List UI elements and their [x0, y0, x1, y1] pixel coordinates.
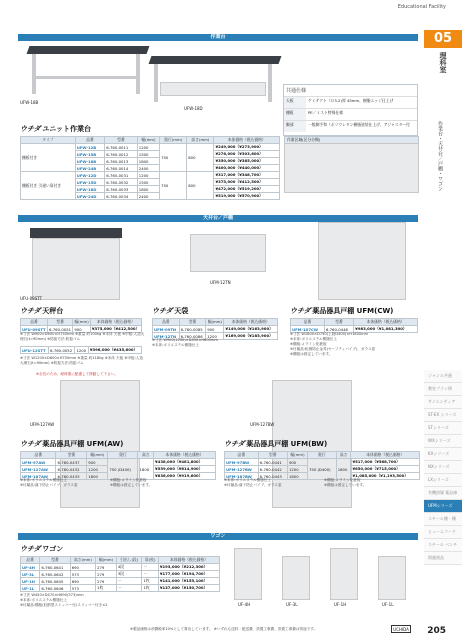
price: ¥836,000（¥919,600）: [154, 473, 216, 480]
code: 6-760-0432: [56, 466, 87, 473]
code: 6-760-0437: [56, 459, 87, 466]
balance-note: ※寸法 W900×D600×H750mm ※重量 約100kg ※本体 天板 ※甲板:人造大理石(t=90mm) ※防振方法:防振ゴム: [20, 332, 145, 341]
side-menu-item[interactable]: UFMシリーズ: [424, 500, 462, 513]
col-header: 扉(枚): [142, 557, 158, 564]
side-menu-item[interactable]: サイエンティア: [424, 396, 462, 409]
model: UFW-12D: [75, 172, 104, 179]
type-cell: 棚板付き 引違い扉付き: [21, 172, 76, 200]
price: ¥317,000（¥348,700）: [214, 172, 280, 179]
wagon-4h-image: [234, 548, 262, 600]
work-table-image-18d: [150, 56, 280, 104]
table-row: [21, 564, 220, 571]
side-menu-item[interactable]: NXシリーズ: [424, 461, 462, 474]
width: 900: [73, 326, 90, 333]
side-menu-item[interactable]: スチール ベンチ: [424, 539, 462, 552]
bw-note: ※棚板は固定しています。: [324, 483, 367, 487]
image-label: UFM-127AW: [30, 422, 55, 427]
company-logo: UCHIDA: [391, 625, 411, 633]
price: ¥559,000（¥614,900）: [154, 466, 216, 473]
col-header: 高さ: [336, 452, 351, 459]
table-row: [21, 144, 280, 151]
h-cell: 573: [70, 585, 95, 592]
side-index: [424, 30, 462, 590]
product-title: 薬品器具戸棚 UFM(AW): [42, 440, 124, 448]
aw-heading: [20, 439, 123, 449]
price: ¥400,000（¥440,000）: [214, 165, 280, 172]
brand-logo: ウチダ: [20, 125, 41, 133]
aw-note: ※棚板:メラミン化粧板: [110, 478, 147, 482]
h-cell: 573: [70, 571, 95, 578]
aw-notes: [20, 478, 78, 488]
aw-note: ※本体:ポリエステル樹脂仕上: [20, 478, 68, 482]
side-menu-item[interactable]: スチール棚・棚: [424, 513, 462, 526]
side-menu-item[interactable]: 関連商品: [424, 552, 462, 565]
spec-value: ケミテクト（ロ3.2)厚 45mm、樹脂エッジ仕上げ: [308, 98, 394, 103]
balance-warning: ※全長のため、耐荷重に配慮して移動して下さい。: [36, 372, 118, 376]
code-cell: 6-760-0641: [40, 564, 70, 571]
upper-cabinet-note: ※本体:ポリエステル樹脂仕上: [152, 343, 200, 347]
dimension-diagram: [284, 143, 419, 193]
spec-key: 天板: [284, 97, 306, 108]
cw-note: ※棚板は固定しています。: [290, 352, 333, 356]
wagon-1h-image: [330, 548, 358, 600]
width: 1200: [137, 172, 159, 179]
depth: 750: [160, 144, 187, 172]
width: 1200: [87, 466, 108, 473]
code-cell: 6-760-0645: [40, 578, 70, 585]
width: 1500: [137, 151, 159, 158]
col-header: 奥行(mm): [160, 137, 187, 144]
model: UFM-187AW: [21, 473, 56, 480]
table-row: [21, 578, 220, 585]
price: ¥249,000（¥273,900）: [214, 144, 280, 151]
bw-notes-right: [324, 478, 366, 488]
col-header: 品番: [21, 557, 40, 564]
col-header: 幅(mm): [137, 137, 159, 144]
aw-notes-right: [110, 478, 152, 488]
brand-logo: ウチダ: [152, 307, 173, 315]
col-header: 品番: [75, 137, 104, 144]
side-menu-item[interactable]: 教室プラン例: [424, 383, 462, 396]
spec-title: 共通仕様: [286, 88, 307, 94]
code: 6-760-0443: [258, 473, 287, 480]
model: UFW-15D: [75, 179, 104, 186]
col-header: 引出し(段): [116, 557, 142, 564]
code: 6-760-0033: [105, 186, 138, 193]
model: UFM-09TN: [153, 326, 180, 333]
code: 6-760-0433: [56, 473, 87, 480]
width: 1500: [137, 179, 159, 186]
height: 1800: [336, 459, 351, 480]
reagent-cabinet-cw-image: [318, 222, 406, 300]
width: 2400: [137, 193, 159, 200]
cw-heading: [290, 306, 393, 316]
col-header: 本体価格（税込価格）: [224, 319, 278, 326]
wagon-note: ※本体:ポリエステル樹脂仕上: [20, 598, 68, 602]
model: UFM-127AW: [21, 466, 56, 473]
aw-price-table: [20, 451, 216, 480]
width: 1200: [75, 347, 88, 354]
price: ¥375,000（¥412,500）: [90, 326, 141, 333]
table-row: [225, 459, 420, 466]
col-header: 型番: [40, 557, 70, 564]
code: 6-760-0031: [105, 172, 138, 179]
price: ¥276,000（¥303,600）: [214, 151, 280, 158]
category-label: Educational Facility: [397, 4, 446, 10]
side-menu-item[interactable]: WXシリーズ: [424, 435, 462, 448]
balance-heading: [20, 306, 63, 316]
wagon-note: ※寸法 W450×D470×H690(573)mm: [20, 593, 84, 597]
model-cell: UF-3L: [21, 571, 40, 578]
col-header: 幅(mm): [96, 557, 117, 564]
section-bar-wagon: ワゴン: [18, 533, 418, 540]
width: 1800: [87, 473, 108, 480]
model: UFU-12STT: [21, 347, 49, 354]
width: 1200: [287, 466, 307, 473]
upper-cabinet-image: [190, 234, 266, 272]
model: UFM-97AW: [21, 459, 56, 466]
col-header: 奥行: [308, 452, 337, 459]
col-header: 幅(mm): [87, 452, 108, 459]
col-header: 高さ: [138, 452, 154, 459]
wagon-note: ※付属品:棚板(収納型ストッパー付)スリッパー付き×2: [20, 603, 108, 607]
height: 1800: [138, 459, 154, 480]
price: ¥177,000（¥194,700）: [158, 571, 219, 578]
price: ¥375,000（¥412,500）: [214, 179, 280, 186]
footer-note: ※製品価格は消費税率10%として算出しています。 ※いずれも送料・配送費、設置工事費、設置工事費は別途です。: [130, 627, 318, 631]
code: 6-760-0013: [105, 158, 138, 165]
col-header: 幅(mm): [206, 319, 224, 326]
brand-logo: ウチダ: [20, 307, 41, 315]
col-header: 型番: [105, 137, 138, 144]
bw-note: ※棚板:メラミン化粧板: [324, 478, 361, 482]
col-header: 高さ(mm): [187, 137, 214, 144]
col-header: 品番: [21, 452, 56, 459]
code: 6-760-0012: [105, 151, 138, 158]
h-cell: 690: [70, 564, 95, 571]
product-title: 薬品器具戸棚 UFM(CW): [312, 307, 394, 315]
wagon-1l-image: [378, 556, 406, 600]
spec-key: 脚部: [284, 121, 306, 132]
brand-logo: ウチダ: [224, 440, 245, 448]
col-header: 本体価格（税込価格）: [354, 319, 418, 326]
code: 6-760-0051: [48, 326, 72, 332]
chapter-number: 05: [424, 30, 462, 48]
upper-cabinet-heading: [152, 306, 188, 316]
code: 6-760-0032: [105, 179, 138, 186]
common-spec-box: [283, 84, 418, 136]
col-header: 型番: [324, 319, 353, 326]
model: UFM-127BW: [225, 466, 259, 473]
price: ¥983,000（¥1,081,300）: [354, 326, 418, 333]
door-cell: －: [142, 564, 158, 571]
model-cell: UF-4H: [21, 564, 40, 571]
spec-key: 棚板: [284, 109, 306, 120]
model: UFM-107CW: [291, 326, 325, 333]
price: ¥519,000（¥570,900）: [214, 193, 280, 200]
col-header: 幅(mm): [74, 319, 89, 324]
balance-price-table: [20, 318, 142, 333]
width: 1200: [206, 333, 224, 340]
work-table-image-18b: [28, 46, 148, 98]
side-menu-item[interactable]: LXシリーズ: [424, 474, 462, 487]
aw-note: ※付属品:落下防止バイブ、ガラス窓: [20, 483, 78, 487]
width: 1200: [137, 144, 159, 151]
code: 6-760-0441: [258, 459, 287, 466]
d-cell: 3段: [116, 571, 142, 578]
section-bar-upper: 天井台／戸棚: [18, 215, 418, 222]
model: UFM-187BW: [225, 473, 259, 480]
depth: 750: [160, 172, 187, 200]
product-title: ワゴン: [42, 545, 64, 553]
price: ¥396,000（¥435,600）: [88, 347, 141, 354]
code: 6-760-0052: [49, 347, 75, 354]
w-cell: 279: [96, 564, 117, 571]
col-header: 高さ(mm): [70, 557, 95, 564]
spec-value: 一般脚手和（ポリウレタン樹脂塗装仕上げ、アジャスター付: [308, 122, 410, 127]
col-header: 幅(mm): [287, 452, 307, 459]
product-title: 天袋: [174, 307, 189, 315]
upper-cabinet-note: ※寸法 W900(1200)×D450×H600mm: [152, 338, 218, 342]
col-header: 型番: [56, 452, 87, 459]
price: ¥517,000（¥568,700）: [351, 459, 420, 466]
col-header: 本体価格（税込価格）: [351, 452, 420, 459]
wagon-price-table: [20, 556, 220, 592]
brand-logo: ウチダ: [20, 440, 41, 448]
side-menu: [424, 370, 462, 565]
price: ¥141,000（¥155,100）: [158, 578, 219, 585]
section-bar-work-table: 作業台: [18, 34, 418, 41]
col-header: 本体価格（税込価格）: [154, 452, 216, 459]
side-menu-item[interactable]: STシリーズ: [424, 422, 462, 435]
side-menu-item[interactable]: ヒュームフード: [424, 526, 462, 539]
price: ¥438,000（¥481,800）: [154, 459, 216, 466]
work-table-heading: [20, 124, 91, 134]
col-header: タイプ: [21, 137, 76, 144]
image-label: UFM-127BW: [250, 422, 275, 427]
depth: 750 (D400): [308, 459, 337, 480]
side-menu-item[interactable]: ジャンル共通: [424, 370, 462, 383]
side-menu-item[interactable]: 有機溶媒 薬品庫: [424, 487, 462, 500]
work-table-price-table: [20, 136, 280, 200]
product-title: 天秤台: [42, 307, 64, 315]
price: ¥193,000（¥212,300）: [158, 564, 219, 571]
door-cell: 1枚: [142, 585, 158, 592]
brand-logo: ウチダ: [290, 307, 311, 315]
width: 900: [87, 459, 108, 466]
door-cell: 1枚: [142, 578, 158, 585]
cw-price-table: [290, 318, 418, 333]
brand-logo: ウチダ: [20, 545, 41, 553]
type-cell: 棚板付き: [21, 144, 76, 172]
image-label: UFU-09STT: [20, 296, 43, 301]
price: ¥1,085,000（¥1,193,500）: [351, 473, 420, 480]
upper-cabinet-price-table: [152, 318, 278, 340]
door-cell: －: [142, 571, 158, 578]
code: 6-760-0014: [105, 165, 138, 172]
price: ¥472,000（¥519,200）: [214, 186, 280, 193]
width: 1800: [287, 473, 307, 480]
table-row: [21, 585, 220, 592]
code: 6-760-0085: [179, 326, 206, 333]
image-label: UF-1L: [382, 602, 394, 607]
width: 2400: [137, 165, 159, 172]
model: UFW-15B: [75, 151, 104, 158]
chapter-subtitle: 作業台・天井台／戸棚・ワゴン: [437, 121, 443, 191]
model: UFM-97BW: [225, 459, 259, 466]
price: ¥137,000（¥150,700）: [158, 585, 219, 592]
col-header: 本体価格（税込価格）: [90, 319, 141, 326]
table-row: [21, 459, 216, 466]
col-header: 型番: [258, 452, 287, 459]
h-cell: 690: [70, 578, 95, 585]
page-number: 205: [427, 626, 446, 636]
col-header: 品番: [291, 319, 325, 326]
model-cell: UF-1H: [21, 578, 40, 585]
width: 900: [206, 326, 224, 333]
code-cell: 6-760-0642: [40, 571, 70, 578]
image-label: UFW-18D: [184, 106, 203, 111]
image-label: UFM-12TN: [210, 280, 231, 285]
wagon-3l-image: [282, 556, 310, 600]
wagon-notes: [20, 593, 108, 608]
col-header: 品番: [21, 319, 48, 326]
price: ¥650,000（¥715,000）: [351, 466, 420, 473]
balance-table-image: [30, 228, 122, 302]
w-cell: 1枚: [96, 585, 117, 592]
w-cell: 279: [96, 578, 117, 585]
code: 6-760-0442: [258, 466, 287, 473]
spec-value: PE／ミスト特殊仕様: [308, 110, 344, 115]
model: UFU-09STT: [22, 326, 46, 332]
image-label: UFW-18B: [20, 100, 39, 105]
d-cell: 4段: [116, 564, 142, 571]
cw-note: ※棚板:メラミン化粧板: [290, 342, 327, 346]
model: UFM-12TN: [153, 333, 180, 340]
table-row: [21, 172, 280, 179]
bw-note: ※本体:ポリエステル樹脂仕上: [224, 478, 272, 482]
side-menu-item[interactable]: ST-EX シリーズ: [424, 409, 462, 422]
width: 900: [287, 459, 307, 466]
cw-note: ※本体:ポリエステル樹脂仕上: [290, 337, 338, 341]
balance-price-table-2: [20, 346, 142, 354]
width: 1800: [137, 186, 159, 193]
col-header: 品番: [225, 452, 259, 459]
model: UFW-12B: [75, 144, 104, 151]
code: 6-760-0446: [324, 326, 353, 333]
cw-note: ※寸法 W1800×D750(上段D400)×H1800mm: [290, 332, 369, 336]
code: 6-760-0086: [179, 333, 206, 340]
height: 800: [187, 144, 214, 172]
wagon-heading: [20, 544, 63, 554]
height: 800: [187, 172, 214, 200]
d-cell: －: [116, 585, 142, 592]
code: 6-760-0034: [105, 193, 138, 200]
code: 6-760-0011: [105, 144, 138, 151]
code-cell: 6-760-0646: [40, 585, 70, 592]
bw-note: ※付属品:落下防止バイブ、ガラス窓: [224, 483, 282, 487]
chapter-title: 理科室: [439, 52, 447, 73]
model: UFW-18B: [75, 158, 104, 165]
bw-price-table: [224, 451, 420, 480]
model: UFW-18D: [75, 186, 104, 193]
price: ¥149,000（¥163,900）: [224, 326, 278, 333]
price: ¥169,000（¥185,900）: [224, 333, 278, 340]
w-cell: 279: [96, 571, 117, 578]
table-row: [21, 571, 220, 578]
d-cell: －: [116, 578, 142, 585]
product-title: ユニット作業台: [42, 125, 91, 133]
cw-note: ※付属品:転倒防止金具(セーフティバイブ)、ガラス窓: [290, 347, 376, 351]
col-header: 型番: [179, 319, 206, 326]
product-title: 薬品器具戸棚 UFM(BW): [246, 440, 328, 448]
aw-note: ※棚板は固定しています。: [110, 483, 153, 487]
col-header: 本体価格（税込価格）: [158, 557, 219, 564]
width: 1800: [137, 158, 159, 165]
image-label: UF-4H: [238, 602, 251, 607]
col-header: 品番: [153, 319, 180, 326]
col-header: 型番: [47, 319, 72, 326]
bw-notes: [224, 478, 282, 488]
balance-note-2: ※寸法 W1200×D600×H750mm ※重量 約118kg ※本体 天板 ※甲板:人造大理石(t=90mm) ※防振方法:防振ゴム: [20, 356, 143, 365]
model-cell: UF-1L: [21, 585, 40, 592]
col-header: 作業区域(区分分類): [284, 136, 419, 144]
col-header: 奥行: [108, 452, 138, 459]
bw-heading: [224, 439, 327, 449]
cw-notes: [290, 332, 418, 357]
model: UFW-24D: [75, 193, 104, 200]
price: ¥350,000（¥385,000）: [214, 158, 280, 165]
side-menu-item[interactable]: KXシリーズ: [424, 448, 462, 461]
image-label: UF-3L: [286, 602, 298, 607]
model: UFW-24B: [75, 165, 104, 172]
depth: 750 (D400): [108, 459, 138, 480]
image-label: UF-1H: [334, 602, 347, 607]
col-header: 本体価格（税込価格）: [214, 137, 280, 144]
